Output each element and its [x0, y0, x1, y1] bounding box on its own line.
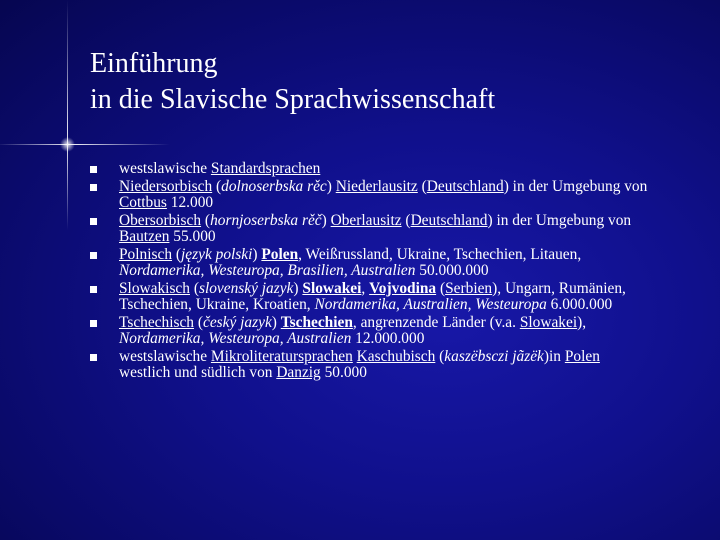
bullet-text: (: [436, 279, 446, 297]
bullet-text: 12.000: [166, 194, 214, 211]
bullet-text: język polski: [181, 245, 253, 263]
crosshair-vertical-line: [67, 0, 68, 230]
bullet-text: ,: [361, 279, 370, 297]
hyperlink-text[interactable]: Standardsprachen: [210, 160, 321, 177]
square-bullet-icon: [90, 320, 97, 327]
bullet-text: (: [212, 177, 222, 195]
bullet-text: ): [252, 245, 262, 263]
bullet-text: ): [293, 279, 303, 297]
crosshair-glow: [60, 137, 75, 152]
crosshair-horizontal-line: [0, 144, 170, 145]
hyperlink-text[interactable]: Slowakei: [519, 313, 578, 331]
square-bullet-icon: [90, 166, 97, 173]
bullet-text: (: [189, 279, 199, 297]
bullet-text: Nordamerika, Westeuropa, Australien: [119, 330, 352, 347]
slide-title-line-2: in die Slavische Sprachwissenschaft: [90, 84, 496, 115]
bullet-text: (: [194, 313, 203, 331]
square-bullet-icon: [90, 354, 97, 361]
hyperlink-text[interactable]: Slowakisch: [119, 279, 190, 297]
bullet-text: Nordamerika, Westeuropa, Brasilien, Australien: [119, 262, 416, 279]
hyperlink-text[interactable]: Serbien: [445, 279, 493, 297]
square-bullet-icon: [90, 218, 97, 225]
hyperlink-text[interactable]: Polnisch: [119, 245, 173, 263]
bullet-text: ): [326, 177, 336, 195]
hyperlink-text[interactable]: Tschechien: [280, 313, 353, 331]
bullet-text: (: [417, 177, 427, 195]
slide-title: [90, 46, 690, 118]
bullet-text: ): [271, 313, 281, 331]
bullet-item: [90, 161, 650, 178]
hyperlink-text[interactable]: Niedersorbisch: [119, 177, 213, 195]
bullet-text: 50.000: [320, 364, 367, 381]
bullet-text: kaszëbsczi jãzëk: [444, 347, 544, 365]
hyperlink-text[interactable]: Bautzen: [119, 228, 170, 245]
bullet-item: [90, 349, 650, 382]
bullet-list: [90, 161, 650, 383]
bullet-text: slovenský jazyk: [198, 279, 294, 297]
bullet-text: , Weißrussland, Ukraine, Tschechien, Litauen,: [298, 245, 582, 263]
hyperlink-text[interactable]: Kaschubisch: [356, 347, 436, 365]
bullet-text: (: [172, 245, 182, 263]
hyperlink-text[interactable]: Obersorbisch: [119, 211, 202, 229]
hyperlink-text[interactable]: Danzig: [276, 364, 321, 381]
bullet-item: [90, 213, 650, 246]
square-bullet-icon: [90, 286, 97, 293]
bullet-text: ),: [577, 313, 587, 331]
bullet-text: hornjoserbska rěč: [210, 211, 322, 229]
hyperlink-text[interactable]: Deutschland: [410, 211, 488, 229]
bullet-text: westslawische: [119, 160, 211, 177]
bullet-text: westslawische: [119, 347, 211, 365]
hyperlink-text[interactable]: Deutschland: [426, 177, 504, 195]
bullet-text: westlich und südlich von: [119, 364, 277, 381]
bullet-text: dolnoserbska rěc: [221, 177, 327, 195]
bullet-text: ) in der Umgebung von: [503, 177, 648, 195]
bullet-text: 55.000: [169, 228, 216, 245]
bullet-item: [90, 179, 650, 212]
bullet-text: (: [201, 211, 211, 229]
bullet-text: (: [435, 347, 445, 365]
bullet-text: , angrenzende Länder (v.a.: [352, 313, 520, 331]
bullet-text: ), Ungarn, Rumänien, Tschechien, Ukraine, Kroatien,: [119, 279, 626, 313]
bullet-text: český jazyk: [202, 313, 272, 331]
hyperlink-text[interactable]: Polen: [564, 347, 600, 365]
bullet-text: Nordamerika, Australien, Westeuropa: [314, 296, 547, 313]
hyperlink-text[interactable]: Oberlausitz: [330, 211, 402, 229]
hyperlink-text[interactable]: Slowakei: [302, 279, 362, 297]
square-bullet-icon: [90, 184, 97, 191]
bullet-text: (: [401, 211, 411, 229]
hyperlink-text[interactable]: Mikroliteratursprachen: [210, 347, 353, 365]
hyperlink-text[interactable]: Niederlausitz: [335, 177, 418, 195]
bullet-item: [90, 281, 650, 314]
hyperlink-text[interactable]: Tschechisch: [119, 313, 194, 331]
slide-title-line-1: Einführung: [90, 48, 218, 79]
bullet-text: 50.000.000: [415, 262, 489, 279]
bullet-text: 12.000.000: [351, 330, 425, 347]
bullet-text: ): [321, 211, 331, 229]
bullet-item: [90, 315, 650, 348]
bullet-text: )in: [543, 347, 565, 365]
hyperlink-text[interactable]: Polen: [261, 245, 299, 263]
square-bullet-icon: [90, 252, 97, 259]
hyperlink-text[interactable]: Vojvodina: [369, 279, 437, 297]
bullet-item: [90, 247, 650, 280]
hyperlink-text[interactable]: Cottbus: [119, 194, 167, 211]
bullet-text: 6.000.000: [546, 296, 613, 313]
bullet-text: ) in der Umgebung von: [487, 211, 632, 229]
